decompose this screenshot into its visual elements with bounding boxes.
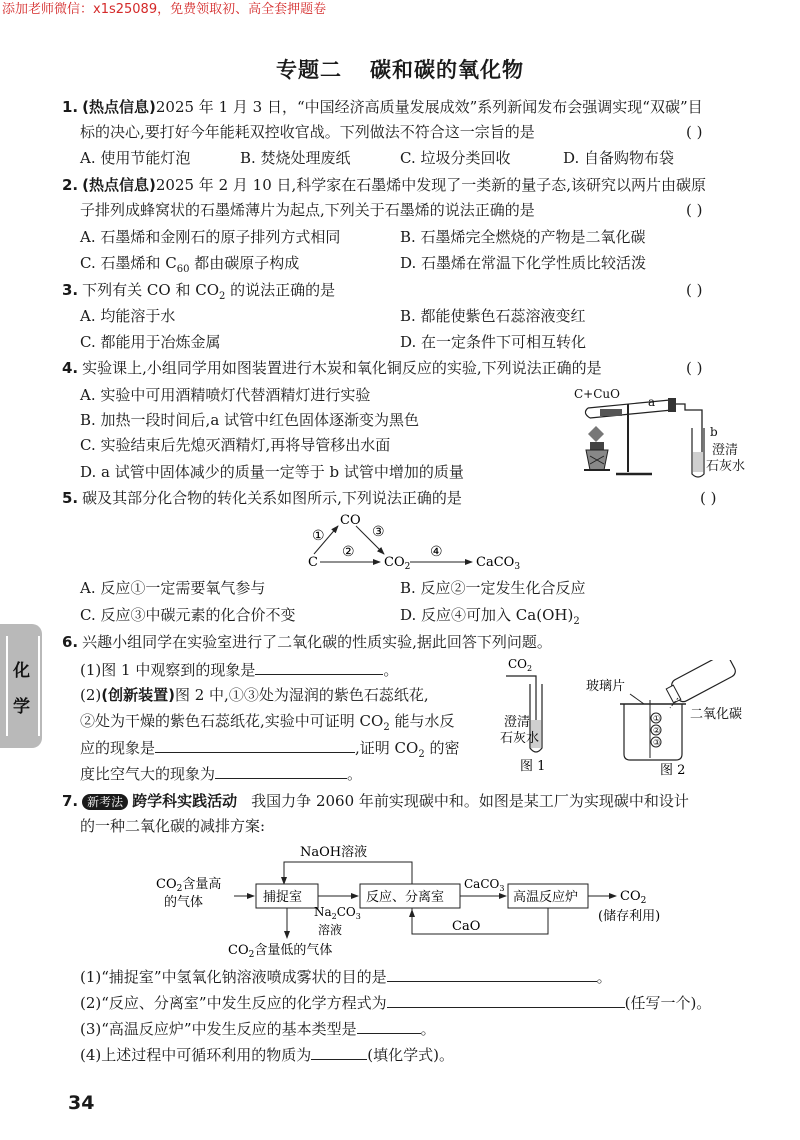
alcohol-lamp: [584, 426, 610, 470]
node-c: C: [308, 555, 318, 570]
q7-sub4: (4)上述过程中可循环利用的物质为 (填化学式)。: [80, 1043, 454, 1066]
node-co: CO: [340, 513, 361, 528]
q4-line1: 4. 实验课上,小组同学用如图装置进行木炭和氧化铜反应的实验,下列说法正确的是: [62, 359, 602, 377]
fig2-gas-label: 二氧化碳: [690, 707, 743, 722]
q7-number: 7.: [62, 792, 79, 810]
title-part2: 碳和碳的氧化物: [370, 58, 524, 82]
cao-label: CaO: [452, 919, 481, 934]
q7-sub2: (2)“反应、分离室”中发生反应的化学方程式为 (任写一个)。: [80, 991, 711, 1014]
q7-sub1-blank[interactable]: [387, 965, 597, 982]
storage-label: (储存利用): [598, 909, 661, 924]
page-number: 34: [68, 1092, 95, 1114]
q1-number: 1.: [62, 98, 79, 116]
q7-sub3-blank[interactable]: [357, 1017, 421, 1034]
q5-opt-c[interactable]: C. 反应③中碳元素的化合价不变: [80, 606, 296, 624]
solution-label: 溶液: [318, 923, 343, 937]
stopper: [668, 398, 676, 412]
q7-sub2-blank[interactable]: [387, 991, 625, 1008]
q1-line2: 标的决心,要打好今年能耗双控收官战。下列做法不符合这一宗旨的是: [80, 123, 535, 141]
fig2-glass-label: 玻璃片: [586, 679, 626, 694]
reactor-label: 反应、分离室: [366, 890, 445, 905]
q2-opt-a[interactable]: A. 石墨烯和金刚石的原子排列方式相同: [80, 228, 341, 246]
q4-opt-d[interactable]: D. a 试管中固体减少的质量一定等于 b 试管中增加的质量: [80, 463, 464, 481]
sidebar-char-2: 学: [13, 697, 30, 717]
input-gas-label-2: 的气体: [164, 895, 204, 910]
q2-tag: (热点信息): [82, 176, 156, 194]
naoh-loop-line: [284, 862, 412, 884]
q4-opt-c[interactable]: C. 实验结束后先熄灭酒精灯,再将导管移出水面: [80, 436, 391, 454]
q1-opt-a[interactable]: A. 使用节能灯泡: [80, 149, 191, 167]
low-gas-label: $CO_2$含量低的气体: [228, 943, 333, 958]
q2-opt-d[interactable]: D. 石墨烯在常温下化学性质比较活泼: [400, 254, 647, 272]
q3-answer-paren[interactable]: ( ): [686, 281, 703, 299]
q6-part1-blank[interactable]: [255, 658, 383, 675]
q7-line2: 的一种二氧化碳的减排方案:: [80, 817, 266, 835]
q2-opt-b[interactable]: B. 石墨烯完全燃烧的产物是二氧化碳: [400, 228, 646, 246]
fig2-caption: 图 2: [660, 763, 686, 778]
co2-output-label: $CO_2$: [620, 889, 647, 906]
q5-opt-d[interactable]: D. 反应④可加入 $Ca(OH)_2$: [400, 606, 580, 627]
q4-answer-paren[interactable]: ( ): [686, 359, 703, 377]
q6-figure-1: [500, 656, 590, 776]
q2-number: 2.: [62, 176, 79, 194]
q5-opt-a[interactable]: A. 反应①一定需要氧气参与: [80, 579, 266, 597]
q6-number: 6.: [62, 633, 79, 651]
label-r4: ④: [430, 544, 443, 560]
q5-opt-b[interactable]: B. 反应②一定发生化合反应: [400, 579, 586, 597]
fig1-caption: 图 1: [520, 759, 546, 774]
q4-number: 4.: [62, 359, 79, 377]
gas-jar: [664, 660, 737, 707]
q1-opt-d[interactable]: D. 自备购物布袋: [563, 149, 675, 167]
reactant-label: C+CuO: [574, 387, 620, 401]
label-r3: ③: [372, 524, 385, 540]
q6-figure-2: [580, 660, 760, 778]
q7-sub1: (1)“捕捉室”中氢氧化钠溶液喷成雾状的目的是 。: [80, 965, 612, 988]
q3-opt-b[interactable]: B. 都能使紫色石蕊溶液变红: [400, 307, 586, 325]
limewater-label-1: 澄清: [712, 443, 739, 458]
label-r2: ②: [342, 544, 355, 560]
q6-part2-line3: 应的现象是 ,证明 $CO_2$ 的密: [80, 736, 459, 766]
q3-opt-a[interactable]: A. 均能溶于水: [80, 307, 176, 325]
fig1-lime-label-1: 澄清: [504, 715, 531, 730]
na2co3-label: $Na_2CO_3$: [314, 905, 361, 921]
q5-answer-paren[interactable]: ( ): [700, 489, 717, 507]
q6-part2-line1: (2)(创新装置)图 2 中,①③处为湿润的紫色石蕊纸花,: [80, 686, 429, 704]
q2-text1: 2025 年 2 月 10 日,科学家在石墨烯中发现了一类新的量子态,该研究以两片由碳原: [155, 176, 707, 194]
watermark-text: 添加老师微信：x1s25089，免费领取初、高全套押题卷: [2, 2, 327, 17]
q4-opt-b[interactable]: B. 加热一段时间后,a 试管中红色固体逐渐变为黑色: [80, 411, 420, 429]
node-co2: $CO_2$: [384, 555, 411, 572]
label-b: b: [710, 425, 718, 439]
q2-opt-c[interactable]: C. 石墨烯和 $C_{60}$ 都由碳原子构成: [80, 254, 300, 275]
q3-line1: 3. 下列有关 CO 和 $CO_2$ 的说法正确的是: [62, 281, 336, 302]
q6-part2-blank2[interactable]: [215, 762, 347, 779]
caco3-label: CaCO$_3$: [464, 877, 505, 893]
q5-transformation-diagram: [300, 510, 530, 576]
fig1-lime-label-2: 石灰水: [500, 731, 540, 746]
fig1-co2-label: $CO_2$: [508, 657, 533, 673]
page-title: [0, 54, 800, 84]
flower-1: ①: [653, 714, 661, 723]
label-a: a: [648, 395, 656, 409]
q7-sub3: (3)“高温反应炉”中发生反应的基本类型是 。: [80, 1017, 436, 1040]
label-r1: ①: [312, 528, 325, 544]
q1-opt-c[interactable]: C. 垃圾分类回收: [400, 149, 511, 167]
node-caco3: CaCO$_3$: [476, 555, 521, 572]
sidebar-char-1: 化: [13, 661, 30, 681]
q7-line1: 7. 新考法 跨学科实践活动 我国力争 2060 年前实现碳中和。如图是某工厂为实现碳中和设计: [62, 792, 689, 810]
q1-tag: (热点信息): [82, 98, 156, 116]
q1-line1: [62, 96, 703, 118]
q4-apparatus-figure: [560, 382, 760, 482]
q7-sub4-blank[interactable]: [311, 1043, 367, 1060]
capture-room-label: 捕捉室: [263, 890, 303, 905]
title-part1: 专题二: [276, 58, 342, 82]
q1-text1: 2025 年 1 月 3 日，“中国经济高质量发展成效”系列新闻发布会强调实现“双碳”目: [155, 98, 703, 116]
flower-3: ③: [653, 738, 661, 747]
q5-line1: 5. 碳及其部分化合物的转化关系如图所示,下列说法正确的是: [62, 489, 462, 507]
q6-part1: (1)图 1 中观察到的现象是 。: [80, 658, 398, 681]
q2-line1: [62, 174, 706, 196]
q2-answer-paren[interactable]: ( ): [686, 201, 703, 219]
q6-part2-blank1[interactable]: [155, 736, 355, 753]
naoh-label: NaOH溶液: [300, 845, 368, 860]
q7-tag: 跨学科实践活动: [132, 792, 238, 810]
limewater-label-2: 石灰水: [706, 459, 746, 474]
q6-line1: 6. 兴趣小组同学在实验室进行了二氧化碳的性质实验,据此回答下列问题。: [62, 633, 552, 651]
furnace-label: 高温反应炉: [513, 890, 579, 905]
q7-flow-diagram: [150, 840, 690, 958]
q1-opt-b[interactable]: B. 焚烧处理废纸: [240, 149, 351, 167]
q3-opt-c[interactable]: C. 都能用于冶炼金属: [80, 333, 221, 351]
sidebar-inner-frame: [6, 636, 40, 736]
q3-number: 3.: [62, 281, 79, 299]
q1-answer-paren[interactable]: ( ): [686, 123, 703, 141]
flower-2: ②: [653, 726, 661, 735]
q6-part2-line4: 度比空气大的现象为 。: [80, 762, 362, 785]
q6-part2-line2: ②处为干燥的紫色石蕊纸花,实验中可证明 $CO_2$ 能与水反: [80, 712, 455, 733]
q4-opt-a[interactable]: A. 实验中可用酒精喷灯代替酒精灯进行实验: [80, 386, 371, 404]
q6-tag: (创新装置): [101, 686, 175, 704]
q3-opt-d[interactable]: D. 在一定条件下可相互转化: [400, 333, 587, 351]
q5-number: 5.: [62, 489, 79, 507]
input-gas-label-1: $CO_2$含量高: [156, 877, 222, 894]
new-method-badge: 新考法: [82, 794, 128, 810]
q2-line2: 子排列成蜂窝状的石墨烯薄片为起点,下列关于石墨烯的说法正确的是: [80, 201, 535, 219]
